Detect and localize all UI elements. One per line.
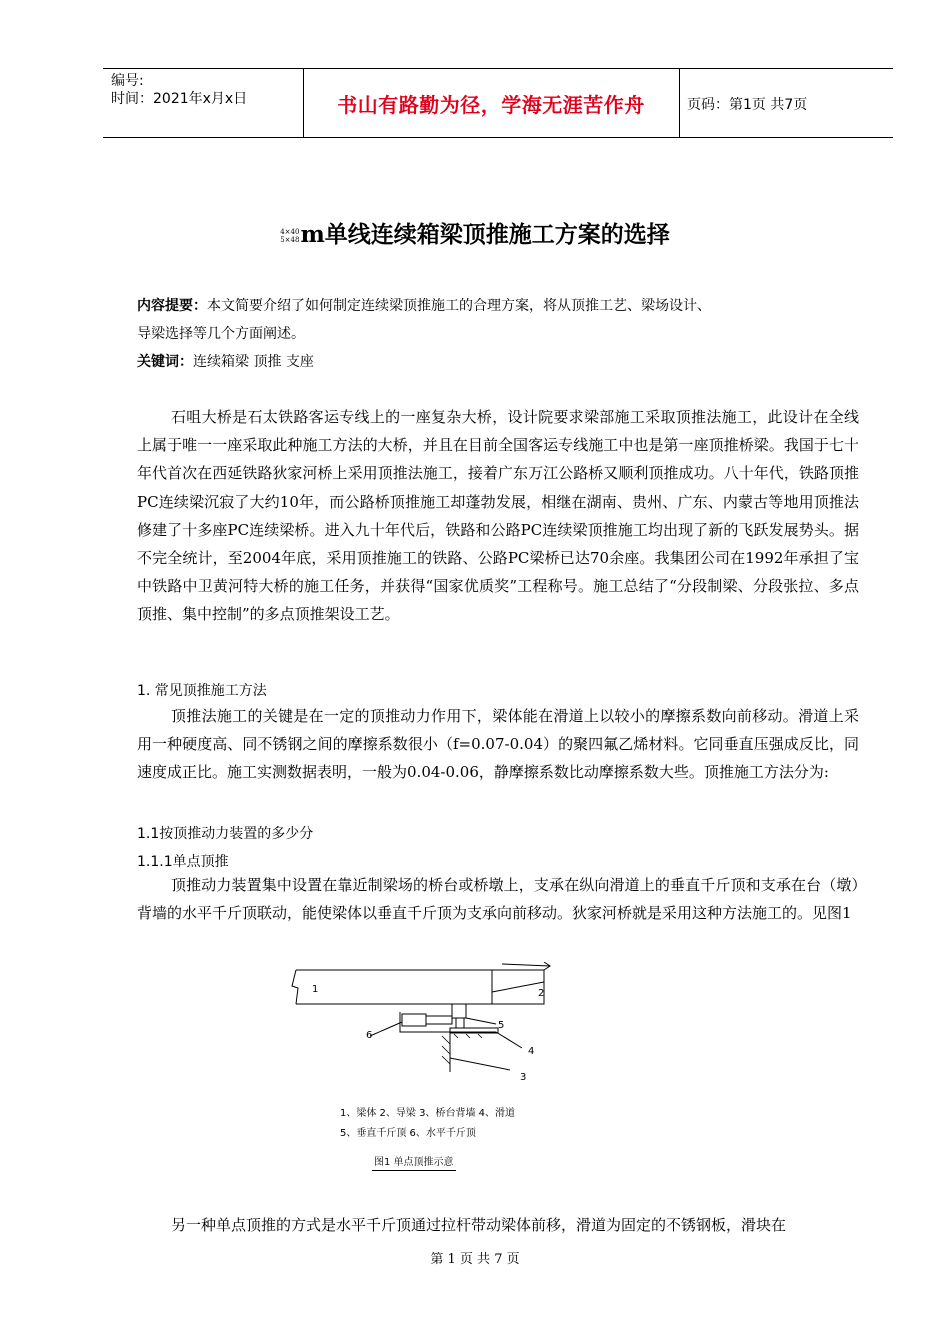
single-point-paragraph bbox=[137, 871, 859, 927]
horizontal-jack bbox=[402, 1014, 426, 1026]
header-motto: 书山有路勤为径，学海无涯苦作舟 bbox=[337, 92, 645, 117]
fig-label-4: 4 bbox=[528, 1046, 535, 1057]
method-paragraph bbox=[137, 702, 859, 787]
beam-body-outline bbox=[296, 970, 492, 1004]
keywords-text: 连续箱梁 顶推 支座 bbox=[193, 354, 314, 370]
abstract-line1: 本文简要介绍了如何制定连续梁顶推施工的合理方案，将从顶推工艺、梁场设计、 bbox=[207, 298, 711, 314]
abstract-label: 内容提要： bbox=[137, 298, 207, 314]
header-page-label: 页码：第1页 共7页 bbox=[687, 97, 808, 113]
figure-legend-line2: 5、垂直千斤顶 6、水平千斤顶 bbox=[340, 1128, 476, 1139]
heading-1-1-1: 1.1.1单点顶推 bbox=[137, 854, 229, 870]
document-title bbox=[0, 216, 950, 249]
fig-label-1: 1 bbox=[312, 984, 319, 995]
wall-hatch bbox=[442, 1036, 450, 1064]
title-frac-top: 4×40 bbox=[280, 228, 300, 236]
method-text: 顶推法施工的关键是在一定的顶推动力作用下，梁体能在滑道上以较小的摩擦系数向前移动。滑道上采用一种硬度高、同不锈钢之间的摩擦系数很小（f=0.07-0.04）的聚四氟乙烯材料。它同垂直压强成反比，同速度成正比。施工实测数据表明，一般为0.04-0.06，静摩擦系数比动摩擦系数大些。顶推施工方法分为: bbox=[137, 707, 859, 782]
jack-rod bbox=[426, 1016, 452, 1024]
serial-label: 编号: bbox=[111, 73, 144, 89]
abstract bbox=[137, 292, 857, 376]
page-header bbox=[103, 68, 893, 138]
leader-5 bbox=[466, 1018, 496, 1024]
beam-break-mark bbox=[292, 970, 298, 1004]
vertical-jack bbox=[452, 1004, 466, 1018]
keywords-label: 关键词： bbox=[137, 354, 193, 370]
push-direction-line bbox=[502, 964, 550, 966]
last-text: 另一种单点顶推的方式是水平千斤顶通过拉杆带动梁体前移，滑道为固定的不锈钢板，滑块在 bbox=[171, 1216, 787, 1234]
header-divider bbox=[303, 69, 304, 137]
intro-text: 石咀大桥是石太铁路客运专线上的一座复杂大桥，设计院要求梁部施工采取顶推法施工，此设计在全线上属于唯一一座采取此种施工方法的大桥，并且在目前全国客运专线施工中也是第一座顶推桥梁。我国于七十年代首次在西延铁路狄家河桥上采用顶推法施工，接着广东万江公路桥又顺利顶推成功。八十年代，铁路顶推PC连续梁沉寂了大约10年，而公路桥顶推施工却蓬勃发展，相继在湖南、贵州、广东、内蒙古等地用顶推法修建了十多座PC连续梁桥。进入九十年代后，铁路和公路PC连续梁顶推施工均出现了新的飞跃发展势头。据不完全统计，至2004年底，采用顶推施工的铁路、公路PC梁桥已达70余座。我集团公司在1992年承担了宝中铁路中卫黄河特大桥的施工任务，并获得“国家优质奖”工程称号。施工总结了“分段制梁、分段张拉、多点顶推、集中控制”的多点顶推架设工艺。 bbox=[137, 408, 859, 624]
leader-6 bbox=[370, 1022, 402, 1036]
intro-paragraph bbox=[137, 403, 859, 629]
single-point-text: 顶推动力装置集中设置在靠近制梁场的桥台或桥墩上，支承在纵向滑道上的垂直千斤顶和支承在台（墩）背墙的水平千斤顶联动，能使梁体以垂直千斤顶为支承向前移动。狄家河桥就是采用这种方法施工的。见图1 bbox=[137, 876, 859, 923]
figure-legend-line1: 1、梁体 2、导梁 3、桥台背墙 4、滑道 bbox=[340, 1108, 515, 1119]
figure-caption: 图1 单点顶推示意 bbox=[372, 1153, 456, 1171]
title-frac-bottom: 5×48 bbox=[280, 236, 300, 244]
abutment-top bbox=[400, 1012, 496, 1032]
leader-4 bbox=[496, 1032, 522, 1048]
fig-label-6: 6 bbox=[366, 1030, 373, 1041]
guide-beam-taper bbox=[492, 982, 544, 992]
heading-1: 1. 常见顶推施工方法 bbox=[137, 683, 267, 699]
header-divider bbox=[679, 69, 680, 137]
page-footer: 第 1 页 共 7 页 bbox=[430, 1252, 520, 1267]
heading-1-1: 1.1按顶推动力装置的多少分 bbox=[137, 826, 314, 842]
abstract-line2: 导梁选择等几个方面阐述。 bbox=[137, 326, 305, 342]
last-paragraph bbox=[137, 1211, 859, 1239]
title-span-fraction bbox=[280, 228, 299, 244]
track-hatch bbox=[454, 1034, 482, 1038]
fig-label-2: 2 bbox=[538, 988, 545, 999]
leader-3 bbox=[450, 1058, 510, 1070]
header-meta bbox=[111, 72, 247, 108]
title-text: m单线连续箱梁顶推施工方案的选择 bbox=[300, 221, 670, 248]
fig-label-5: 5 bbox=[498, 1020, 505, 1031]
fig-label-3: 3 bbox=[520, 1072, 527, 1083]
time-label: 时间：2021年x月x日 bbox=[111, 91, 248, 107]
vertical-jack-base bbox=[456, 1018, 464, 1028]
